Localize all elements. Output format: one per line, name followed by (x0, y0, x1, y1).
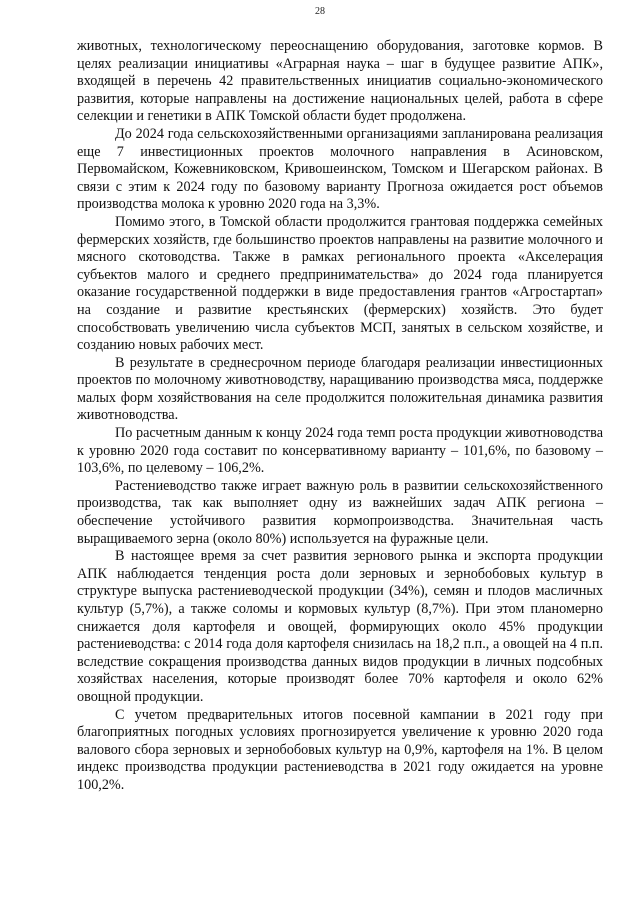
paragraph-continuation: животных, технологическому переоснащению оборудования, заготовке кормов. В целях реализации инициативы «Аграрная наука – шаг в будущее развитие АПК», входящей в перечень 42 правительственных инициатив социально-экономического развития, которые направлены на достижение национальных целей, работа в сфере селекции и генетики в АПК Томской области будет продолжена. (77, 38, 603, 125)
page-number: 28 (315, 6, 325, 17)
paragraph-milk-projects: До 2024 года сельскохозяйственными организациями запланирована реализация еще 7 инвестиционных проектов молочного направления в Асиновском, Первомайском, Кожевниковском, Кривошеинском, Томском и Шегарском районах. В связи с этим к 2024 году по базовому варианту Прогноза ожидается рост объемов производства молока к уровню 2020 года на 3,3%. (77, 125, 603, 213)
text-body (77, 38, 603, 795)
paragraph-crop-production-role: Растениеводство также играет важную роль в развитии сельскохозяйственного производства, так как выполняет одну из важнейших задач АПК региона – обеспечение устойчивого развития кормопроизводства. Значительная часть выращиваемого зерна (около 80%) используется на фуражные цели. (77, 477, 603, 547)
paragraph-sowing-campaign: С учетом предварительных итогов посевной кампании в 2021 году при благоприятных погодных условиях прогнозируется увеличение к уровню 2020 года валового сбора зерновых и зернобобовых культур на 0,9%, картофеля на 1%. В целом индекс производства продукции растениеводства в 2021 году ожидается на уровне 100,2%. (77, 706, 603, 793)
paragraph-grain-market: В настоящее время за счет развития зернового рынка и экспорта продукции АПК наблюдается тенденция роста доли зерновых и зернобобовых культур в структуре выпуска растениеводческой продукции (34%), семян и плодов масличных культур (5,7%), а также соломы и кормовых культур (8,7%). При этом планомерно снижается доля картофеля и овощей, формирующих около 45% продукции растениеводства: с 2014 года доля картофеля снизилась на 18,2 п.п., а овощей на 4 п.п. вследствие сокращения производства данных видов продукции в личных подсобных хозяйствах населения, которые производят более 70% картофеля и около 62% овощной продукции. (77, 548, 603, 705)
paragraph-grant-support: Помимо этого, в Томской области продолжится грантовая поддержка семейных фермерских хозяйств, где большинство проектов направлены на развитие молочного и мясного скотоводства. Также в рамках регионального проекта «Акселерация субъектов малого и среднего предпринимательства» до 2024 года планируется оказание государственной поддержки в виде предоставления грантов «Агростартап» на создание и развитие крестьянских (фермерских) хозяйств. Это будет способствовать увеличению числа субъектов МСП, занятых в сельском хозяйстве, и созданию новых рабочих мест. (77, 213, 603, 354)
paragraph-livestock-growth-rates: По расчетным данным к концу 2024 года темп роста продукции животноводства к уровню 2020 года составит по консервативному варианту – 101,6%, по базовому – 103,6%, по целевому – 106,2%. (77, 425, 603, 477)
paragraph-livestock-dynamics: В результате в среднесрочном периоде благодаря реализации инвестиционных проектов по молочному животноводству, наращиванию производства мяса, поддержке малых форм хозяйствования на селе продолжится положительная динамика развития животноводства. (77, 354, 603, 424)
